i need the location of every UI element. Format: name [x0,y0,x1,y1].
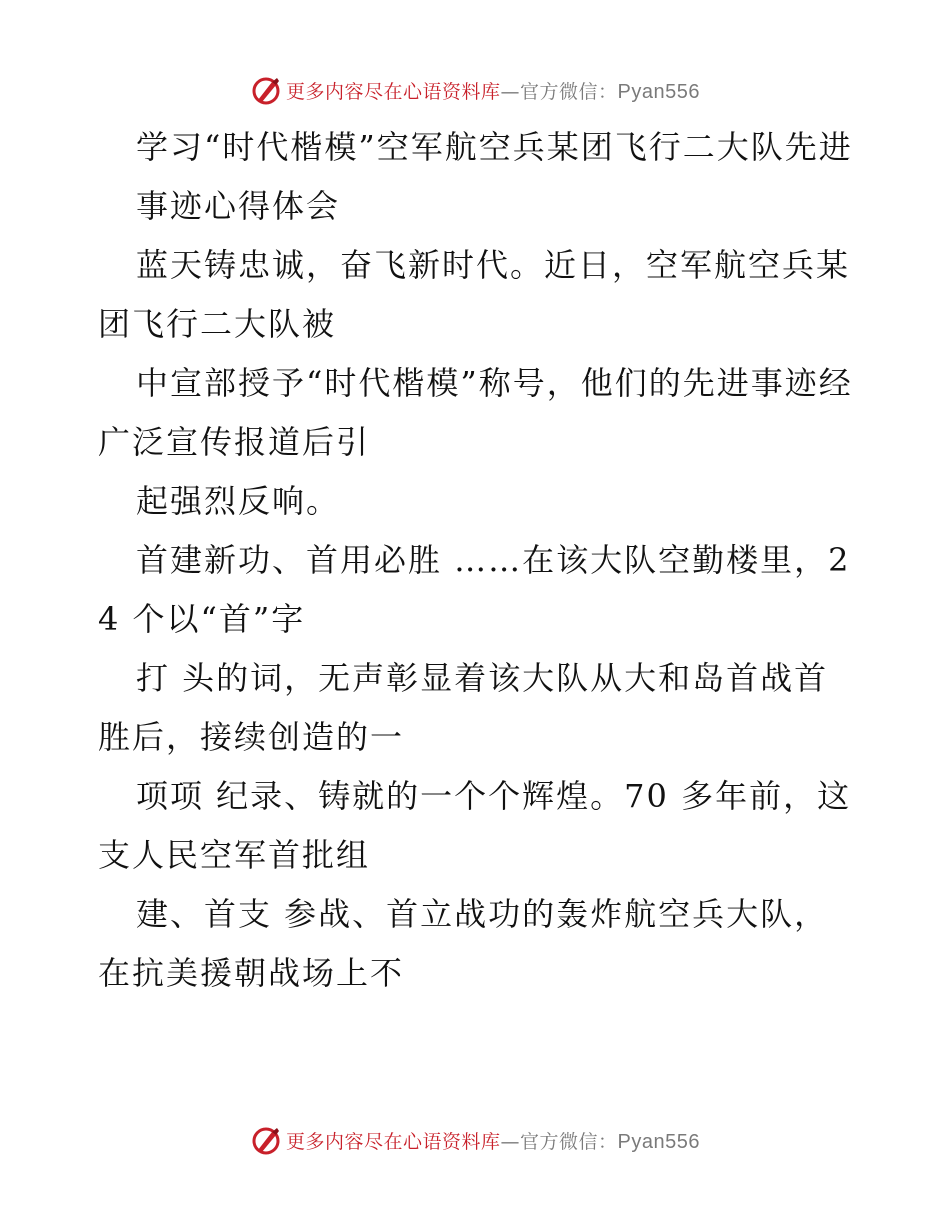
banner-official-label: 官方微信： [520,1130,618,1153]
paragraph-subtitle: 事迹心得体会 [136,187,341,225]
paragraph: 起强烈反响。 [136,482,341,520]
banner-official-label: 官方微信： [520,80,618,103]
paragraph: 打 头的词，无声彰显着该大队从大和岛首战首胜后，接续创造的一 [98,659,829,756]
banner-dash: — [500,1130,521,1153]
banner-wechat-id: Pyan556 [617,80,700,103]
paragraph: 项项 纪录、铸就的一个个辉煌。70 多年前，这支人民空军首批组 [98,777,852,874]
banner-slogan: 更多内容尽在心语资料库 [286,80,501,103]
header-banner [0,70,950,110]
banner-slogan: 更多内容尽在心语资料库 [286,1130,501,1153]
paragraph: 蓝天铸忠诚，奋飞新时代。近日，空军航空兵某团飞行二大队被 [98,246,851,343]
paragraph: 首建新功、首用必胜 ……在该大队空勤楼里，24 个以“首”字 [98,541,851,638]
document-body [98,118,858,1003]
paragraph: 建、首支 参战、首立战功的轰炸航空兵大队，在抗美援朝战场上不 [98,895,829,992]
paragraph-title: 学习“时代楷模”空军航空兵某团飞行二大队先进 [136,128,853,166]
banner-text [286,77,700,104]
paragraph: 中宣部授予“时代楷模”称号，他们的先进事迹经广泛宣传报道后引 [98,364,853,461]
banner-wechat-id: Pyan556 [617,1130,700,1153]
pen-logo-icon [250,74,282,106]
footer-banner [0,1120,950,1160]
banner-text [286,1127,700,1154]
pen-logo-icon [250,1124,282,1156]
banner-dash: — [500,80,521,103]
